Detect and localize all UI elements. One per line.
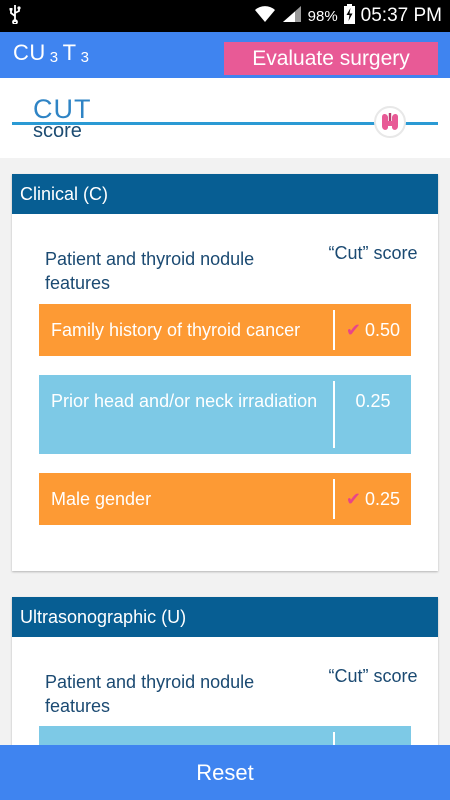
evaluate-surgery-button[interactable]: Evaluate surgery (224, 42, 438, 75)
section-header: Clinical (C) (12, 174, 438, 214)
feature-score: 0.25 (355, 391, 391, 411)
feature-label: Family history of thyroid cancer (51, 319, 301, 340)
signal-icon (282, 5, 302, 28)
feature-label: Prior head and/or neck irradiation (51, 391, 318, 411)
feature-label: Male gender (51, 488, 152, 509)
features-header: Patient and thyroid nodule features (45, 672, 255, 716)
feature-score: ✔ 0.25 (345, 488, 401, 509)
section-ultrasonographic (12, 597, 438, 757)
usb-icon (8, 4, 22, 29)
app-title: CU $_3$ T $_3$ (13, 40, 90, 66)
clock: 05:37 PM (360, 5, 442, 26)
reset-button[interactable]: Reset (0, 745, 450, 800)
feature-row-male-gender[interactable] (39, 473, 411, 525)
thyroid-icon[interactable] (374, 106, 406, 138)
score-header: “Cut” score (328, 666, 418, 686)
status-bar (0, 0, 450, 32)
check-icon: ✔ (345, 488, 362, 509)
battery-percent: 98% (307, 7, 338, 25)
feature-score: ✔ 0.50 (345, 319, 401, 340)
section-header: Ultrasonographic (U) (12, 597, 438, 637)
wifi-icon (254, 5, 276, 28)
logo-strip (0, 78, 450, 158)
section-clinical (12, 174, 438, 571)
cut-score-logo: CUT score (33, 94, 92, 142)
check-icon: ✔ (345, 319, 362, 340)
battery-charging-icon (344, 4, 355, 29)
feature-row-family-history[interactable] (39, 304, 411, 356)
features-header: Patient and thyroid nodule features (45, 249, 255, 293)
feature-row-irradiation[interactable] (39, 375, 411, 454)
app-bar (0, 32, 450, 78)
score-header: “Cut” score (328, 243, 418, 263)
